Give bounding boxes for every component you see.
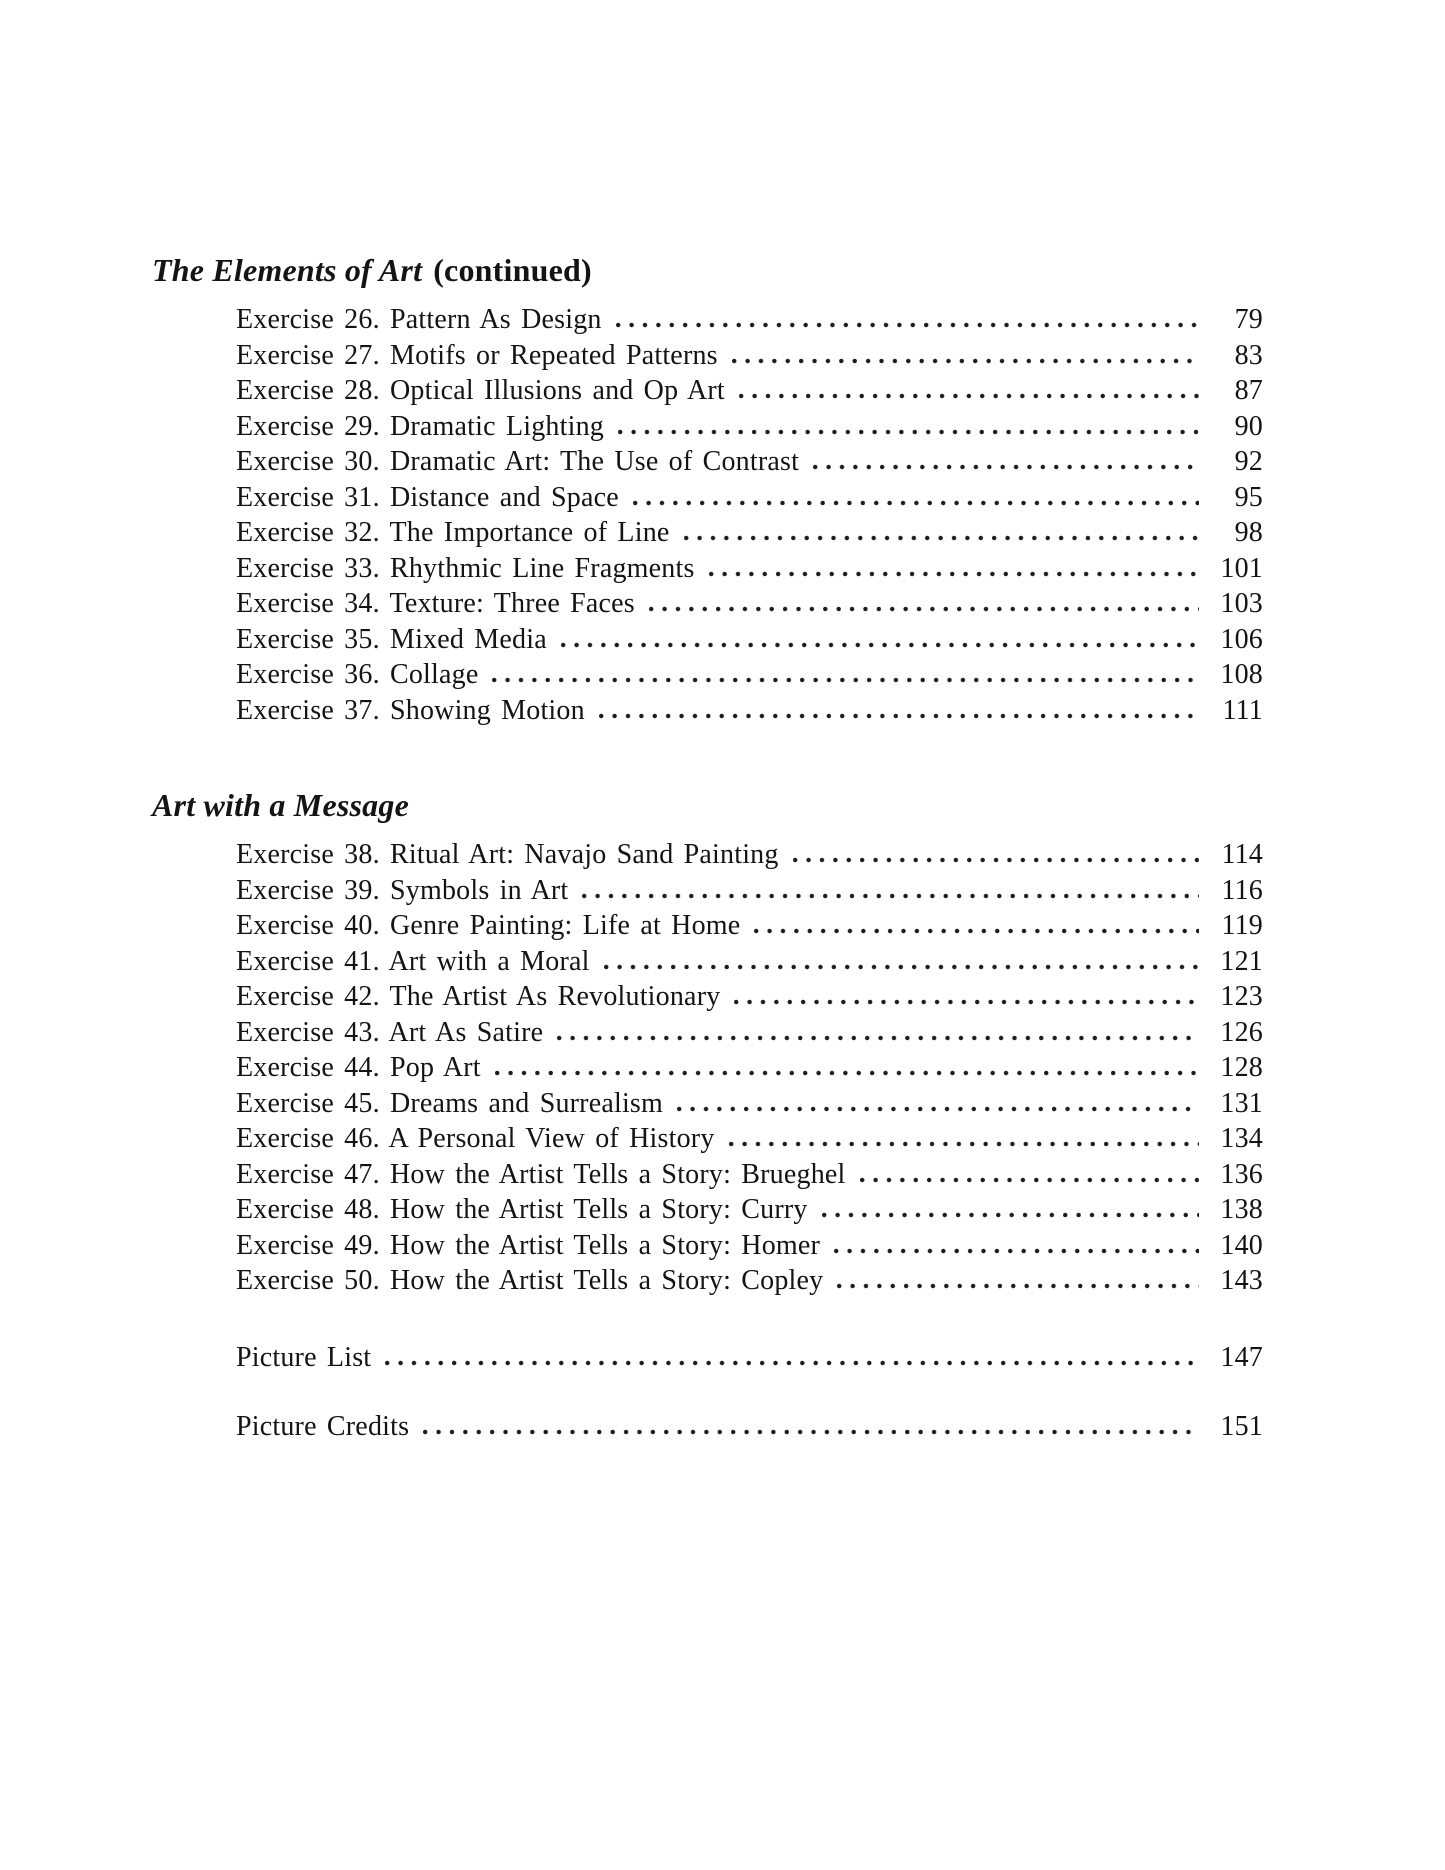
toc-entry-page: 114	[1221, 839, 1263, 870]
toc-entry-page: 128	[1220, 1052, 1263, 1083]
toc-entry-page: 131	[1220, 1087, 1263, 1119]
toc-entry-label: Exercise 35. Mixed Media	[236, 623, 547, 655]
toc-footer-entry-page: 151	[1220, 1411, 1263, 1442]
toc-entry-page: 106	[1220, 623, 1263, 655]
toc-entry	[236, 409, 1263, 445]
toc-entry-page: 116	[1221, 874, 1263, 906]
toc-entry	[236, 1121, 1263, 1157]
toc-entry	[236, 657, 1263, 693]
toc-entry-label: Exercise 49. How the Artist Tells a Story: Homer	[236, 1229, 821, 1261]
section-title	[152, 250, 1263, 290]
toc-entry-page: 140	[1220, 1229, 1263, 1261]
toc-content	[152, 250, 1263, 1445]
dot-leader	[492, 677, 1199, 683]
toc-entry-label: Exercise 36. Collage	[236, 659, 479, 690]
dot-leader	[834, 1248, 1199, 1254]
toc-entry-label: Exercise 46. A Personal View of History	[236, 1123, 715, 1154]
toc-entry-label: Exercise 45. Dreams and Surrealism	[236, 1087, 664, 1119]
dot-leader	[557, 1035, 1199, 1041]
toc-entry-page: 138	[1220, 1194, 1263, 1225]
toc-entry-label: Exercise 48. How the Artist Tells a Story: Curry	[236, 1194, 808, 1225]
dot-leader	[860, 1177, 1199, 1183]
toc-entry	[236, 908, 1263, 944]
dot-leader	[423, 1429, 1199, 1435]
toc-entry-page: 79	[1234, 304, 1263, 335]
toc-entry	[236, 1086, 1263, 1122]
toc-entry	[236, 515, 1263, 551]
toc-entry-label: Exercise 47. How the Artist Tells a Story: Brueghel	[236, 1158, 846, 1190]
toc-entry-label: Exercise 28. Optical Illusions and Op Art	[236, 375, 725, 406]
toc-entry-label: Exercise 26. Pattern As Design	[236, 304, 602, 335]
dot-leader	[495, 1070, 1199, 1076]
toc-entry	[236, 837, 1263, 873]
dot-leader	[561, 642, 1199, 648]
section-title	[152, 785, 1263, 825]
section-title-text: The Elements of Art	[152, 252, 423, 288]
toc-footer-entry	[236, 1409, 1263, 1445]
dot-leader	[616, 322, 1199, 328]
dot-leader	[732, 358, 1199, 364]
toc-entry-page: 143	[1220, 1265, 1263, 1296]
toc-entry	[236, 551, 1263, 587]
toc-entry-page: 98	[1234, 517, 1263, 548]
toc-entry-label: Exercise 32. The Importance of Line	[236, 517, 670, 548]
dot-leader	[729, 1141, 1199, 1147]
toc-entry-page: 134	[1220, 1123, 1263, 1154]
section-title-text: Art with a Message	[152, 787, 409, 823]
toc-entry-label: Exercise 34. Texture: Three Faces	[236, 588, 635, 619]
toc-entry-page: 103	[1220, 588, 1263, 619]
dot-leader	[385, 1360, 1199, 1366]
toc-entry-page: 108	[1220, 659, 1263, 690]
dot-leader	[649, 606, 1199, 612]
section-title-suffix: (continued)	[433, 252, 592, 288]
toc-entry-page: 119	[1221, 910, 1263, 941]
toc-entry-label: Exercise 29. Dramatic Lighting	[236, 410, 604, 442]
dot-leader	[754, 928, 1199, 934]
toc-entry	[236, 1157, 1263, 1193]
toc-entry-page: 83	[1234, 339, 1263, 371]
toc-entry	[236, 1228, 1263, 1264]
toc-entry-label: Exercise 38. Ritual Art: Navajo Sand Painting	[236, 839, 779, 870]
toc-entry	[236, 622, 1263, 658]
toc-entry-label: Exercise 43. Art As Satire	[236, 1016, 544, 1048]
toc-entry-label: Exercise 31. Distance and Space	[236, 481, 619, 513]
dot-leader	[813, 464, 1199, 470]
dot-leader	[677, 1106, 1199, 1112]
toc-entry-page: 90	[1234, 410, 1263, 442]
toc-footer-entry	[236, 1340, 1263, 1376]
toc-entry	[236, 1015, 1263, 1051]
toc-entry-page: 123	[1220, 981, 1263, 1012]
toc-entry	[236, 444, 1263, 480]
toc-entry-label: Exercise 37. Showing Motion	[236, 694, 585, 726]
toc-entry	[236, 302, 1263, 338]
toc-entry	[236, 586, 1263, 622]
toc-entry-page: 87	[1234, 375, 1263, 406]
toc-section	[152, 250, 1263, 728]
toc-entry-page: 92	[1234, 446, 1263, 477]
dot-leader	[633, 500, 1199, 506]
toc-entry-label: Exercise 39. Symbols in Art	[236, 874, 569, 906]
dot-leader	[582, 893, 1199, 899]
dot-leader	[793, 857, 1199, 863]
toc-entry	[236, 373, 1263, 409]
toc-entry-list	[236, 837, 1263, 1299]
toc-entry-label: Exercise 40. Genre Painting: Life at Home	[236, 910, 741, 941]
dot-leader	[684, 535, 1199, 541]
toc-entry	[236, 1192, 1263, 1228]
toc-entry-page: 95	[1234, 481, 1263, 513]
dot-leader	[822, 1212, 1199, 1218]
toc-entry-label: Exercise 33. Rhythmic Line Fragments	[236, 552, 695, 584]
dot-leader	[709, 571, 1199, 577]
toc-entry	[236, 979, 1263, 1015]
dot-leader	[734, 999, 1199, 1005]
toc-entry	[236, 1263, 1263, 1299]
toc-entry	[236, 944, 1263, 980]
toc-section	[152, 785, 1263, 1299]
toc-footer-list	[236, 1340, 1263, 1445]
toc-entry	[236, 873, 1263, 909]
toc-entry-page: 111	[1222, 694, 1263, 726]
toc-footer-entry-label: Picture List	[236, 1341, 372, 1373]
toc-entry	[236, 338, 1263, 374]
dot-leader	[599, 713, 1199, 719]
dot-leader	[739, 393, 1199, 399]
toc-footer-entry-page: 147	[1220, 1341, 1263, 1373]
toc-entry	[236, 1050, 1263, 1086]
dot-leader	[618, 429, 1199, 435]
toc-entry-label: Exercise 30. Dramatic Art: The Use of Contrast	[236, 446, 800, 477]
toc-entry-label: Exercise 42. The Artist As Revolutionary	[236, 981, 721, 1012]
toc-footer-entry-label: Picture Credits	[236, 1411, 410, 1442]
toc-entry-label: Exercise 44. Pop Art	[236, 1052, 481, 1083]
toc-entry-page: 136	[1220, 1158, 1263, 1190]
toc-entry-page: 101	[1220, 552, 1263, 584]
toc-entry-list	[236, 302, 1263, 728]
toc-entry-page: 121	[1220, 945, 1263, 977]
toc-entry-label: Exercise 27. Motifs or Repeated Patterns	[236, 339, 718, 371]
toc-entry-label: Exercise 41. Art with a Moral	[236, 945, 590, 977]
toc-entry	[236, 480, 1263, 516]
dot-leader	[837, 1283, 1199, 1289]
toc-entry	[236, 693, 1263, 729]
toc-entry-page: 126	[1220, 1016, 1263, 1048]
toc-entry-label: Exercise 50. How the Artist Tells a Story: Copley	[236, 1265, 824, 1296]
dot-leader	[604, 964, 1199, 970]
